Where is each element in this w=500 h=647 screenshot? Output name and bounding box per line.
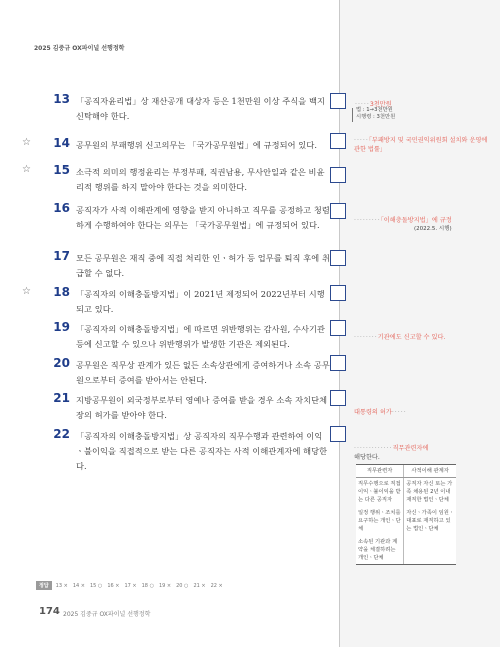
- note-16-red: 「이해충돌방지법」에 규정: [380, 217, 452, 224]
- question-text: 「공직자의 이해충돌방지법」이 2021년 제정되어 2022년부터 시행되고 있다.: [76, 289, 325, 314]
- note-13-bracket: [352, 108, 353, 122]
- running-header: 2025 김중규 OX파이널 선행정학: [34, 45, 125, 52]
- answer-checkbox-14[interactable]: [330, 133, 346, 149]
- table-header: 직무관련자: [356, 465, 404, 478]
- page-number: 174: [39, 606, 60, 617]
- note-16-sub: (2022.5. 시행): [414, 226, 452, 232]
- note-13-detail: [356, 107, 395, 121]
- answer-checkbox-20[interactable]: [330, 355, 346, 371]
- question-number: 18: [53, 285, 70, 299]
- table-cell: [356, 478, 404, 565]
- question-number: 14: [53, 136, 70, 150]
- question-number: 16: [53, 201, 70, 215]
- question-number: 17: [53, 249, 70, 263]
- note-19-red: 기관에도 신고할 수 있다.: [377, 334, 446, 341]
- question-number: 13: [53, 92, 70, 106]
- answer-item: 21 ×: [193, 582, 206, 589]
- note-16: ·········「이해충돌방지법」에 규정 (2022.5. 시행): [354, 216, 494, 234]
- star-icon: ☆: [22, 286, 31, 297]
- question-number: 21: [53, 391, 70, 405]
- answer-checkbox-22[interactable]: [330, 426, 346, 442]
- note-13-red: 3천만원: [369, 101, 392, 108]
- note-13-line1: 법 : 1→3천만원: [356, 107, 393, 113]
- table-cell: [404, 478, 456, 565]
- star-icon: ☆: [22, 137, 31, 148]
- question-text: 지방공무원이 외국정부로부터 영예나 증여를 받을 경우 소속 자치단체장의 허가를 받아야 한다.: [76, 395, 328, 420]
- note-21-red: 대통령의 허가: [354, 409, 392, 416]
- note-13-line2: 시행령 : 3천만원: [356, 114, 396, 120]
- answer-checkbox-18[interactable]: [330, 285, 346, 301]
- question-text: 「공직자의 이해충돌방지법」에 따르면 위반행위는 감사원, 수사기관 등에 신고할 수 있으나 위반행위가 발생한 기관은 제외된다.: [76, 324, 326, 349]
- question-number: 19: [53, 320, 70, 334]
- question-number: 15: [53, 163, 70, 177]
- answer-key-items: [56, 583, 228, 589]
- question-text: 공무원은 직무상 관계가 있든 없든 소속상관에게 증여하거나 소속 공무원으로부터 증여를 받아서는 안된다.: [76, 360, 330, 385]
- answer-item: 13 ×: [55, 582, 68, 589]
- question-text: 「공직자윤리법」상 재산공개 대상자 등은 1천만원 이상 주식을 백지신탁해야 한다.: [76, 96, 326, 121]
- answer-checkbox-17[interactable]: [330, 250, 346, 266]
- answer-key: [36, 581, 228, 590]
- star-icon: ☆: [22, 164, 31, 175]
- answer-item: 20 ○: [176, 582, 189, 589]
- answer-item: 19 ×: [158, 582, 172, 589]
- table-cell-item: 공직자 자신 또는 가족 채용된 2년 이내 재직한 법인ㆍ단체: [406, 481, 453, 503]
- note-14-red: 「부패방지 및 국민권익위원회 설치와 운영에 관한 법률」: [354, 137, 488, 153]
- note-19: ········기관에도 신고할 수 있다.: [354, 334, 446, 341]
- question-number: 20: [53, 356, 70, 370]
- answer-checkbox-19[interactable]: [330, 320, 346, 336]
- answer-item: 18 ○: [141, 582, 154, 589]
- question-text: 공무원의 부패행위 신고의무는 「국가공무원법」에 규정되어 있다.: [76, 140, 318, 150]
- table-cell-item: 소속된 기관과 계약을 체결하려는 개인ㆍ단체: [358, 539, 398, 561]
- note-21: 대통령의 허가·····: [354, 409, 407, 416]
- note-22-black: 해당한다.: [354, 454, 380, 461]
- note-22-red: 직무관련자에: [392, 445, 429, 452]
- footer-title: 2025 김중규 OX파이널 선행정학: [63, 611, 151, 618]
- answer-key-label: 정답: [36, 581, 52, 590]
- question-text: 공직자가 사적 이해관계에 영향을 받지 아니하고 직무를 공정하고 청렴하게 수행하여야 한다는 의무는 「국가공무원법」에 규정되어 있다.: [76, 205, 330, 230]
- note-14: ·····「부패방지 및 국민권익위원회 설치와 운영에 관한 법률」: [354, 137, 488, 153]
- answer-checkbox-16[interactable]: [330, 203, 346, 219]
- table-cell-item: 자신ㆍ가족이 임원ㆍ대표로 재직하고 있는 법인ㆍ단체: [406, 510, 455, 532]
- table-cell-item: 일정 행위ㆍ조치를 요구하는 개인ㆍ단체: [358, 510, 401, 532]
- answer-checkbox-21[interactable]: [330, 390, 346, 406]
- answer-item: 17 ×: [124, 582, 137, 589]
- note-13: ·····3천만원: [355, 101, 392, 108]
- table-header: 사적이해 관계자: [404, 465, 456, 478]
- question-text: 소극적 의미의 행정윤리는 부정부패, 직권남용, 무사안일과 같은 비윤리적 행위를 하지 말아야 한다는 것을 의미한다.: [76, 167, 325, 192]
- answer-checkbox-13[interactable]: [330, 93, 346, 109]
- answer-item: 14 ×: [72, 582, 85, 589]
- question-text: 「공직자의 이해충돌방지법」상 공직자의 직무수행과 관련하여 이익ㆍ불이익을 직접적으로 받는 다른 공직자는 사적 이해관계자에 해당한다.: [76, 431, 328, 471]
- table-cell-item: 직무수행으로 직접 이익ㆍ불이익을 받는 다른 공직자: [358, 481, 401, 503]
- answer-item: 16 ×: [107, 582, 120, 589]
- question-number: 22: [53, 427, 70, 441]
- question-text: 모든 공무원은 재직 중에 직접 처리한 인ㆍ허가 등 업무를 퇴직 후에 취급할 수 없다.: [76, 253, 330, 278]
- comparison-table: [356, 464, 456, 565]
- answer-checkbox-15[interactable]: [330, 167, 346, 183]
- answer-item: 15 ○: [89, 582, 103, 589]
- note-22: ·············직무관련자에 해당한다.: [354, 444, 494, 462]
- answer-item: 22 ×: [210, 582, 223, 589]
